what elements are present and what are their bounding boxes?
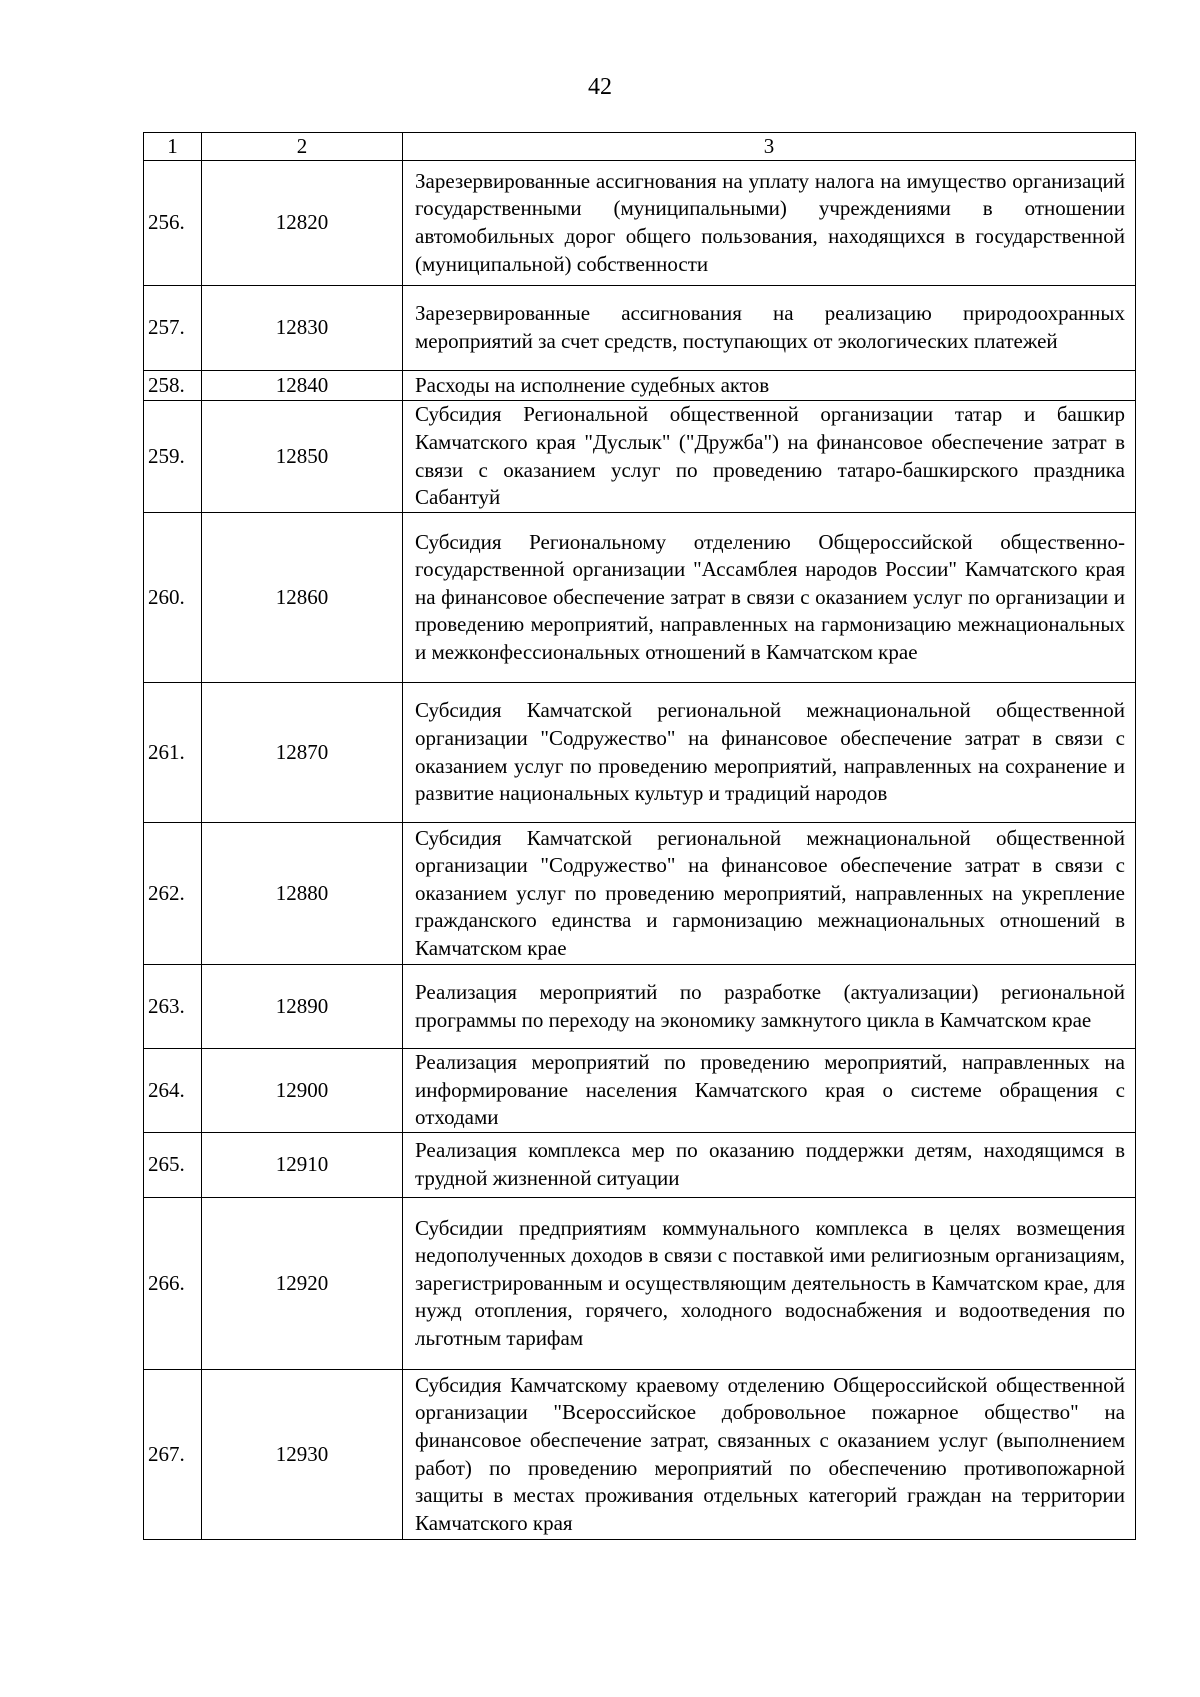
row-code: 12890 [202,965,403,1049]
row-description: Расходы на исполнение судебных актов [403,371,1136,401]
row-description: Зарезервированные ассигнования на уплату налога на имущество организаций государственными (муниципальными) учреждениями в отношении автомобильных дорог общего пользования, находящихся в государственной (муниципальной) собственности [403,161,1136,286]
row-code: 12820 [202,161,403,286]
row-number: 259. [144,401,202,513]
row-number: 257. [144,286,202,371]
row-code: 12840 [202,371,403,401]
row-number: 267. [144,1370,202,1540]
table-row [144,823,1136,965]
row-number: 258. [144,371,202,401]
row-number: 264. [144,1049,202,1133]
row-number: 261. [144,683,202,823]
row-code: 12860 [202,513,403,683]
table-row [144,513,1136,683]
row-number: 260. [144,513,202,683]
row-description: Реализация мероприятий по проведению мероприятий, направленных на информирование населения Камчатского края о системе обращения с отходами [403,1049,1136,1133]
table-row [144,371,1136,401]
row-description: Реализация комплекса мер по оказанию поддержки детям, находящимся в трудной жизненной ситуации [403,1133,1136,1198]
row-code: 12920 [202,1198,403,1370]
expenditure-table [143,132,1136,1540]
table-row [144,1133,1136,1198]
row-code: 12880 [202,823,403,965]
row-description: Субсидии предприятиям коммунального комплекса в целях возмещения недополученных доходов в связи с поставкой ими религиозным организациям, зарегистрированным и осуществляющим деятельность в Камчатском крае, для нужд отопления, горячего, холодного водоснабжения и водоотведения по льготным тарифам [403,1198,1136,1370]
row-number: 256. [144,161,202,286]
row-description: Субсидия Камчатскому краевому отделению Общероссийской общественной организации "Всероссийское добровольное пожарное общество" на финансовое обеспечение затрат, связанных с оказанием услуг (выполнением работ) по проведению мероприятий по обеспечению противопожарной защиты в местах проживания отдельных категорий граждан на территории Камчатского края [403,1370,1136,1540]
table-row [144,286,1136,371]
row-code: 12910 [202,1133,403,1198]
column-header-2: 2 [202,133,403,161]
row-code: 12830 [202,286,403,371]
row-number: 262. [144,823,202,965]
row-code: 12850 [202,401,403,513]
table-row [144,401,1136,513]
row-number: 263. [144,965,202,1049]
table-row [144,161,1136,286]
table-row [144,683,1136,823]
row-code: 12930 [202,1370,403,1540]
row-number: 265. [144,1133,202,1198]
row-code: 12870 [202,683,403,823]
table-row [144,965,1136,1049]
table-header-row [144,133,1136,161]
table-row [144,1370,1136,1540]
page-number: 42 [588,74,612,100]
table-row [144,1049,1136,1133]
column-header-3: 3 [403,133,1136,161]
row-description: Зарезервированные ассигнования на реализацию природоохранных мероприятий за счет средств, поступающих от экологических платежей [403,286,1136,371]
row-description: Субсидия Камчатской региональной межнациональной общественной организации "Содружество" на финансовое обеспечение затрат в связи с оказанием услуг по проведению мероприятий, направленных на укрепление гражданского единства и гармонизацию межнациональных отношений в Камчатском крае [403,823,1136,965]
column-header-1: 1 [144,133,202,161]
row-description: Реализация мероприятий по разработке (актуализации) региональной программы по переходу на экономику замкнутого цикла в Камчатском крае [403,965,1136,1049]
row-description: Субсидия Камчатской региональной межнациональной общественной организации "Содружество" на финансовое обеспечение затрат в связи с оказанием услуг по проведению мероприятий, направленных на сохранение и развитие национальных культур и традиций народов [403,683,1136,823]
row-description: Субсидия Региональному отделению Общероссийской общественно-государственной организации "Ассамблея народов России" Камчатского края на финансовое обеспечение затрат в связи с оказанием услуг по организации и проведению мероприятий, направленных на гармонизацию межнациональных и межконфессиональных отношений в Камчатском крае [403,513,1136,683]
row-description: Субсидия Региональной общественной организации татар и башкир Камчатского края "Дуслык" ("Дружба") на финансовое обеспечение затрат в связи с оказанием услуг по проведению татаро-башкирского праздника Сабантуй [403,401,1136,513]
table-row [144,1198,1136,1370]
row-code: 12900 [202,1049,403,1133]
row-number: 266. [144,1198,202,1370]
